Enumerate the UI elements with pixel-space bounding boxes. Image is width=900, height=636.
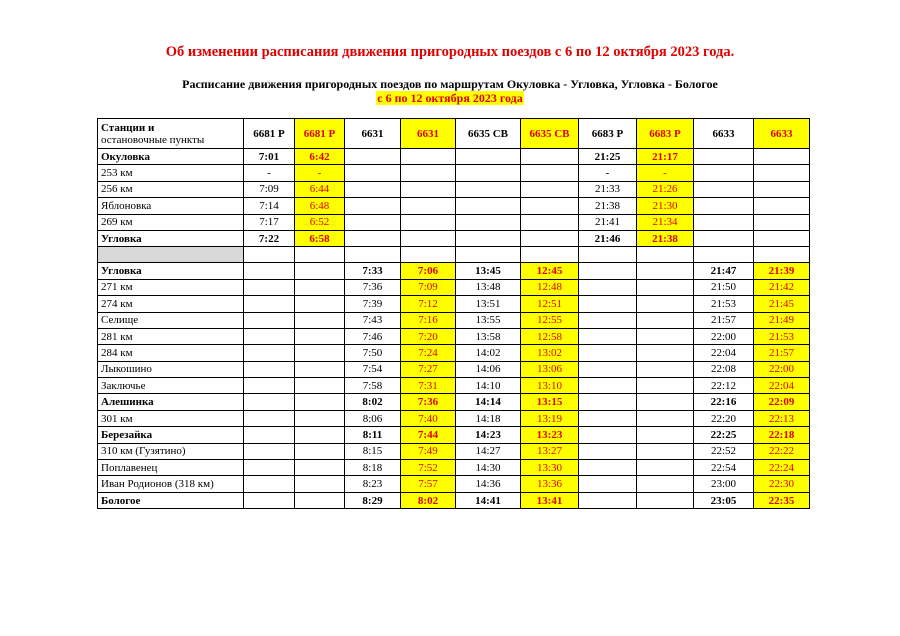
time-cell: 21:49 — [754, 312, 810, 328]
time-cell: 14:27 — [456, 443, 521, 459]
station-name: 256 км — [98, 181, 244, 197]
time-cell — [244, 394, 295, 410]
time-cell — [244, 361, 295, 377]
table-row — [98, 181, 810, 197]
time-cell — [579, 328, 637, 344]
time-cell — [295, 476, 345, 492]
separator-cell — [401, 247, 456, 263]
station-name: Угловка — [98, 230, 244, 246]
time-cell: 8:02 — [401, 492, 456, 508]
time-cell — [295, 312, 345, 328]
time-cell — [345, 165, 401, 181]
time-cell: 22:20 — [694, 410, 754, 426]
separator-cell — [244, 247, 295, 263]
time-cell — [456, 214, 521, 230]
time-cell — [637, 312, 694, 328]
time-cell: 6:44 — [295, 181, 345, 197]
time-cell — [295, 427, 345, 443]
time-cell — [456, 198, 521, 214]
station-name: Бологое — [98, 492, 244, 508]
time-cell: 21:41 — [579, 214, 637, 230]
time-cell: 7:14 — [244, 198, 295, 214]
separator-cell — [694, 247, 754, 263]
time-cell: 7:36 — [401, 394, 456, 410]
time-cell — [637, 460, 694, 476]
train-number: 6631 — [401, 119, 456, 149]
separator-cell — [521, 247, 579, 263]
time-cell — [637, 345, 694, 361]
table-row — [98, 492, 810, 508]
time-cell: 7:31 — [401, 378, 456, 394]
time-cell: 8:11 — [345, 427, 401, 443]
time-cell: 21:57 — [754, 345, 810, 361]
separator-cell — [295, 247, 345, 263]
table-row — [98, 328, 810, 344]
time-cell — [345, 198, 401, 214]
time-cell: 7:20 — [401, 328, 456, 344]
time-cell: 7:57 — [401, 476, 456, 492]
time-cell: 13:48 — [456, 279, 521, 295]
time-cell: - — [295, 165, 345, 181]
time-cell — [521, 230, 579, 246]
time-cell: 22:12 — [694, 378, 754, 394]
time-cell: 12:55 — [521, 312, 579, 328]
table-row — [98, 427, 810, 443]
time-cell — [295, 361, 345, 377]
separator-cell — [579, 247, 637, 263]
time-cell: 7:58 — [345, 378, 401, 394]
time-cell — [579, 296, 637, 312]
time-cell — [345, 181, 401, 197]
station-name: Иван Родионов (318 км) — [98, 476, 244, 492]
time-cell: 21:38 — [579, 198, 637, 214]
time-cell: 7:22 — [244, 230, 295, 246]
time-cell: 21:53 — [754, 328, 810, 344]
separator-cell — [637, 247, 694, 263]
time-cell — [637, 394, 694, 410]
time-cell: 7:16 — [401, 312, 456, 328]
time-cell: 8:06 — [345, 410, 401, 426]
train-number: 6633 — [694, 119, 754, 149]
time-cell — [754, 149, 810, 165]
time-cell: 13:10 — [521, 378, 579, 394]
time-cell: 12:45 — [521, 263, 579, 279]
time-cell: 7:44 — [401, 427, 456, 443]
time-cell: 22:09 — [754, 394, 810, 410]
time-cell — [754, 214, 810, 230]
station-name: Алешинка — [98, 394, 244, 410]
station-name: Окуловка — [98, 149, 244, 165]
time-cell: 8:15 — [345, 443, 401, 459]
table-row — [98, 296, 810, 312]
time-cell: 8:18 — [345, 460, 401, 476]
station-name: Березайка — [98, 427, 244, 443]
time-cell — [295, 296, 345, 312]
time-cell: 7:24 — [401, 345, 456, 361]
time-cell — [521, 214, 579, 230]
time-cell: 21:17 — [637, 149, 694, 165]
time-cell — [694, 165, 754, 181]
time-cell: 21:39 — [754, 263, 810, 279]
subtitle — [0, 77, 900, 105]
header-station-line1: Станции и — [101, 121, 155, 134]
time-cell: 6:42 — [295, 149, 345, 165]
time-cell: 6:52 — [295, 214, 345, 230]
time-cell: 13:55 — [456, 312, 521, 328]
time-cell — [244, 263, 295, 279]
time-cell — [295, 328, 345, 344]
station-name: 274 км — [98, 296, 244, 312]
time-cell: 21:25 — [579, 149, 637, 165]
station-name: 281 км — [98, 328, 244, 344]
time-cell: 13:23 — [521, 427, 579, 443]
time-cell: 22:00 — [694, 328, 754, 344]
time-cell: 7:40 — [401, 410, 456, 426]
time-cell: 13:06 — [521, 361, 579, 377]
time-cell — [637, 263, 694, 279]
time-cell: 22:13 — [754, 410, 810, 426]
time-cell: 12:48 — [521, 279, 579, 295]
time-cell: 14:02 — [456, 345, 521, 361]
time-cell: 6:58 — [295, 230, 345, 246]
train-number: 6631 — [345, 119, 401, 149]
time-cell: 22:18 — [754, 427, 810, 443]
table-row — [98, 312, 810, 328]
table-row — [98, 214, 810, 230]
separator-row — [98, 247, 810, 263]
time-cell: 22:04 — [754, 378, 810, 394]
separator-cell — [456, 247, 521, 263]
table-row — [98, 279, 810, 295]
time-cell — [401, 230, 456, 246]
table-row — [98, 230, 810, 246]
table-row — [98, 198, 810, 214]
station-name: Поплавенец — [98, 460, 244, 476]
time-cell — [345, 230, 401, 246]
time-cell — [456, 230, 521, 246]
time-cell: 21:33 — [579, 181, 637, 197]
time-cell: 21:46 — [579, 230, 637, 246]
time-cell — [521, 198, 579, 214]
time-cell — [579, 476, 637, 492]
time-cell: 14:18 — [456, 410, 521, 426]
station-name: 253 км — [98, 165, 244, 181]
time-cell — [456, 149, 521, 165]
time-cell — [694, 149, 754, 165]
time-cell: 7:43 — [345, 312, 401, 328]
time-cell — [295, 460, 345, 476]
time-cell: 7:09 — [401, 279, 456, 295]
time-cell: 8:29 — [345, 492, 401, 508]
time-cell — [637, 328, 694, 344]
time-cell — [244, 345, 295, 361]
time-cell — [637, 296, 694, 312]
time-cell: 21:50 — [694, 279, 754, 295]
time-cell: 12:58 — [521, 328, 579, 344]
time-cell — [579, 410, 637, 426]
time-cell: 12:51 — [521, 296, 579, 312]
time-cell — [521, 181, 579, 197]
table-row — [98, 443, 810, 459]
station-name: Селище — [98, 312, 244, 328]
time-cell — [637, 476, 694, 492]
time-cell — [295, 394, 345, 410]
time-cell: 21:47 — [694, 263, 754, 279]
time-cell — [244, 378, 295, 394]
time-cell: 7:01 — [244, 149, 295, 165]
station-name: Угловка — [98, 263, 244, 279]
time-cell — [244, 427, 295, 443]
time-cell — [637, 410, 694, 426]
separator-cell — [754, 247, 810, 263]
time-cell: 14:41 — [456, 492, 521, 508]
time-cell: - — [244, 165, 295, 181]
time-cell: 13:41 — [521, 492, 579, 508]
time-cell: 22:24 — [754, 460, 810, 476]
separator-cell — [98, 247, 244, 263]
time-cell: 13:58 — [456, 328, 521, 344]
time-cell — [579, 460, 637, 476]
station-name: 310 км (Гузятино) — [98, 443, 244, 459]
time-cell — [637, 378, 694, 394]
time-cell: 22:08 — [694, 361, 754, 377]
time-cell — [579, 361, 637, 377]
time-cell: 7:12 — [401, 296, 456, 312]
time-cell: 14:06 — [456, 361, 521, 377]
time-cell: 7:06 — [401, 263, 456, 279]
table-row — [98, 263, 810, 279]
time-cell — [754, 230, 810, 246]
time-cell — [579, 427, 637, 443]
time-cell: 7:39 — [345, 296, 401, 312]
time-cell — [345, 149, 401, 165]
time-cell — [295, 279, 345, 295]
time-cell — [401, 181, 456, 197]
train-number: 6633 — [754, 119, 810, 149]
page-title: Об изменении расписания движения пригородных поездов с 6 по 12 октября 2023 года. — [165, 44, 735, 60]
time-cell: 22:30 — [754, 476, 810, 492]
time-cell: 13:36 — [521, 476, 579, 492]
train-number: 6635 СВ — [521, 119, 579, 149]
time-cell — [579, 378, 637, 394]
time-cell — [401, 165, 456, 181]
time-cell: 21:45 — [754, 296, 810, 312]
time-cell — [579, 345, 637, 361]
time-cell — [521, 165, 579, 181]
time-cell: 13:15 — [521, 394, 579, 410]
time-cell — [244, 279, 295, 295]
table-row — [98, 361, 810, 377]
time-cell — [244, 410, 295, 426]
time-cell: 21:34 — [637, 214, 694, 230]
time-cell: 22:22 — [754, 443, 810, 459]
time-cell: - — [579, 165, 637, 181]
time-cell — [244, 460, 295, 476]
time-cell — [754, 181, 810, 197]
time-cell — [579, 263, 637, 279]
table-row — [98, 460, 810, 476]
time-cell: 7:46 — [345, 328, 401, 344]
table-row — [98, 410, 810, 426]
station-name: Яблоновка — [98, 198, 244, 214]
subtitle-dates: с 6 по 12 октября 2023 года — [377, 91, 523, 105]
time-cell: 7:36 — [345, 279, 401, 295]
time-cell — [521, 149, 579, 165]
time-cell — [694, 230, 754, 246]
time-cell: 22:52 — [694, 443, 754, 459]
separator-cell — [345, 247, 401, 263]
time-cell: 21:26 — [637, 181, 694, 197]
time-cell — [345, 214, 401, 230]
time-cell — [579, 279, 637, 295]
time-cell: 8:23 — [345, 476, 401, 492]
time-cell — [579, 492, 637, 508]
time-cell — [295, 443, 345, 459]
time-cell: 21:53 — [694, 296, 754, 312]
time-cell — [295, 345, 345, 361]
station-name: 271 км — [98, 279, 244, 295]
table-row — [98, 394, 810, 410]
time-cell — [244, 312, 295, 328]
time-cell — [244, 492, 295, 508]
time-cell — [694, 181, 754, 197]
time-cell: 6:48 — [295, 198, 345, 214]
time-cell — [295, 492, 345, 508]
time-cell: 21:57 — [694, 312, 754, 328]
time-cell: 13:45 — [456, 263, 521, 279]
time-cell: 7:54 — [345, 361, 401, 377]
time-cell — [694, 214, 754, 230]
time-cell: 23:05 — [694, 492, 754, 508]
time-cell — [579, 443, 637, 459]
time-cell: 7:49 — [401, 443, 456, 459]
time-cell: 7:09 — [244, 181, 295, 197]
time-cell — [637, 361, 694, 377]
table-row — [98, 149, 810, 165]
time-cell — [244, 476, 295, 492]
time-cell: - — [637, 165, 694, 181]
station-name: 284 км — [98, 345, 244, 361]
time-cell: 14:30 — [456, 460, 521, 476]
train-number: 6683 Р — [579, 119, 637, 149]
time-cell — [401, 214, 456, 230]
table-row — [98, 476, 810, 492]
header-row — [98, 119, 810, 149]
station-name: Лыкошино — [98, 361, 244, 377]
time-cell — [579, 312, 637, 328]
time-cell: 8:02 — [345, 394, 401, 410]
time-cell: 23:00 — [694, 476, 754, 492]
time-cell: 22:25 — [694, 427, 754, 443]
station-name: Заключье — [98, 378, 244, 394]
time-cell — [637, 427, 694, 443]
time-cell: 14:14 — [456, 394, 521, 410]
time-cell: 22:35 — [754, 492, 810, 508]
time-cell — [295, 378, 345, 394]
time-cell — [244, 328, 295, 344]
time-cell: 13:30 — [521, 460, 579, 476]
time-cell: 22:54 — [694, 460, 754, 476]
time-cell — [456, 165, 521, 181]
time-cell — [579, 394, 637, 410]
train-number: 6683 Р — [637, 119, 694, 149]
subtitle-routes: Расписание движения пригородных поездов по маршрутам Окуловка - Угловка, Угловка - Бологое — [182, 77, 718, 91]
time-cell: 7:52 — [401, 460, 456, 476]
time-cell: 7:27 — [401, 361, 456, 377]
time-cell: 13:51 — [456, 296, 521, 312]
time-cell: 21:38 — [637, 230, 694, 246]
time-cell: 21:30 — [637, 198, 694, 214]
table-row — [98, 378, 810, 394]
header-station-line2: остановочные пункты — [101, 133, 205, 146]
table-row — [98, 165, 810, 181]
time-cell: 22:04 — [694, 345, 754, 361]
time-cell — [295, 410, 345, 426]
time-cell: 13:02 — [521, 345, 579, 361]
train-number: 6681 Р — [244, 119, 295, 149]
time-cell — [295, 263, 345, 279]
station-name: 269 км — [98, 214, 244, 230]
time-cell: 13:19 — [521, 410, 579, 426]
header-station — [98, 119, 244, 149]
time-cell: 13:27 — [521, 443, 579, 459]
time-cell: 7:33 — [345, 263, 401, 279]
station-name: 301 км — [98, 410, 244, 426]
schedule-table — [97, 118, 810, 509]
time-cell — [637, 279, 694, 295]
time-cell — [754, 198, 810, 214]
train-number: 6635 СВ — [456, 119, 521, 149]
time-cell: 7:17 — [244, 214, 295, 230]
time-cell: 14:10 — [456, 378, 521, 394]
time-cell — [754, 165, 810, 181]
time-cell: 14:36 — [456, 476, 521, 492]
time-cell: 22:00 — [754, 361, 810, 377]
time-cell — [401, 198, 456, 214]
time-cell — [456, 181, 521, 197]
train-number: 6681 Р — [295, 119, 345, 149]
table-row — [98, 345, 810, 361]
time-cell — [244, 296, 295, 312]
time-cell — [694, 198, 754, 214]
time-cell: 22:16 — [694, 394, 754, 410]
time-cell: 21:42 — [754, 279, 810, 295]
time-cell — [637, 492, 694, 508]
time-cell: 7:50 — [345, 345, 401, 361]
time-cell: 14:23 — [456, 427, 521, 443]
time-cell — [637, 443, 694, 459]
time-cell — [401, 149, 456, 165]
time-cell — [244, 443, 295, 459]
